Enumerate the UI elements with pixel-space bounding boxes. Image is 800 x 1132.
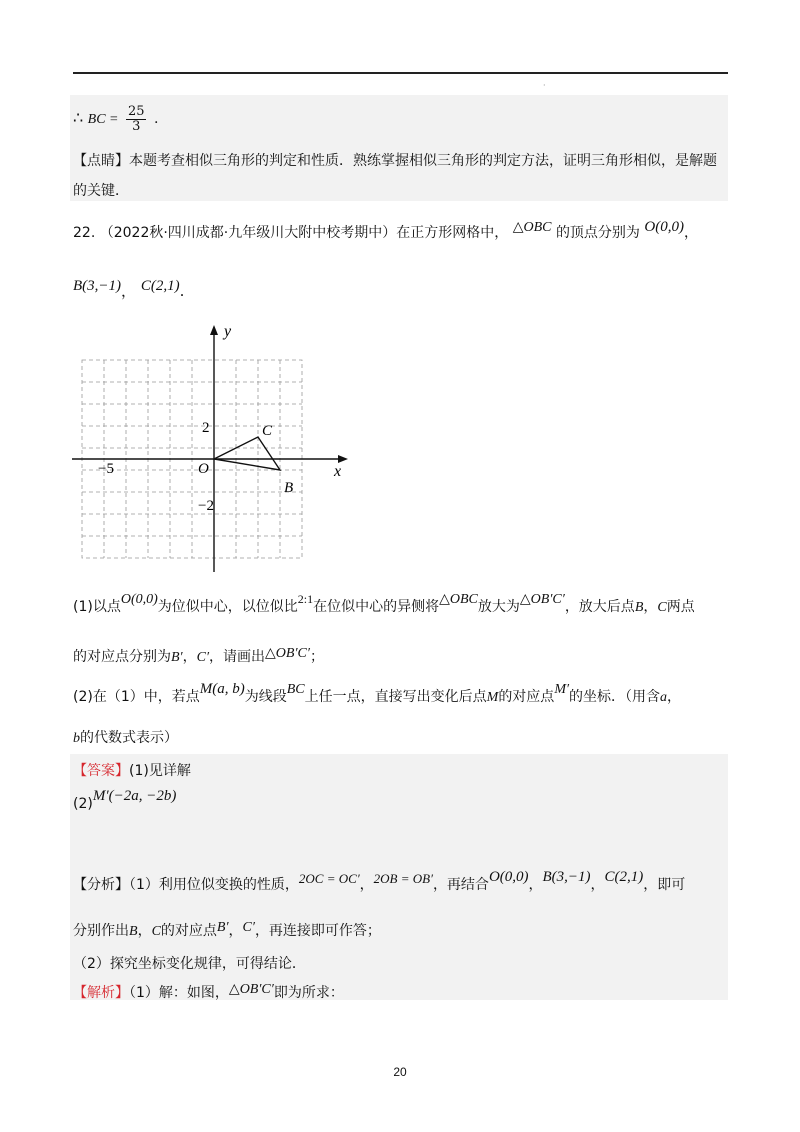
- part-2-line-2: [73, 727, 178, 747]
- part-1-text-j: ，请画出: [209, 649, 266, 665]
- part-1-text-e: ，放大后点: [564, 599, 635, 615]
- part-2-var-mprime: M′: [554, 682, 570, 697]
- comment-text-1: 本题考查相似三角形的判定和性质．熟练掌握相似三角形的判定方法，证明三角形相似，是解题: [129, 153, 717, 169]
- comment-tag: 【点睛】: [73, 153, 129, 169]
- part-1-var-cprime: C′: [196, 650, 210, 665]
- part-2-text-g: 的代数式表示）: [80, 730, 178, 746]
- part-2-line-1: [73, 681, 682, 706]
- comma: ，: [121, 282, 137, 300]
- header-mark: ·: [543, 81, 546, 90]
- analysis-eq-oc: 2OC = OC′: [298, 871, 360, 886]
- part-1-line-2: [73, 646, 324, 666]
- comment-line-2: 的关键．: [73, 183, 129, 199]
- part-1-tri3: △OB′C′: [265, 646, 310, 661]
- analysis-text-c: ，再结合: [432, 877, 489, 893]
- solution-line-1: [73, 982, 344, 1002]
- part-1-text-g: 两点: [666, 599, 695, 615]
- part-2-var-a: a: [660, 690, 668, 705]
- analysis-text-i: 的对应点: [160, 923, 217, 939]
- bc-end: .: [153, 111, 159, 127]
- analysis-eq-ob: 2OB = OB′: [373, 871, 433, 886]
- part-1-center: O(0,0): [120, 592, 158, 607]
- part-1-var-bprime: B′: [171, 650, 183, 665]
- analysis-text-k: ，再连接即可作答；: [254, 923, 381, 939]
- part-2-text-f: ，: [667, 689, 682, 705]
- point-b-label: B: [284, 480, 294, 496]
- analysis-point-c: C(2,1): [604, 869, 644, 885]
- part-2-var-b: b: [73, 731, 80, 746]
- part-1-ratio: 2:1: [297, 592, 314, 606]
- part-2-text-e: 的坐标．（用含: [569, 689, 661, 705]
- solution-tag: 【解析】: [73, 985, 129, 1001]
- answer-part-2-expr: M′(−2a, −2b): [92, 788, 177, 804]
- question-22-line-2: [73, 274, 185, 300]
- answer-line-2: [73, 788, 177, 812]
- answer-line-1: [73, 760, 191, 780]
- analysis-var-cprime: C′: [242, 920, 255, 935]
- period: .: [179, 282, 185, 300]
- part-1-text-h: 的对应点分别为: [73, 649, 171, 665]
- comment-line-1: [73, 150, 717, 170]
- tick-label-x-neg5: −5: [98, 461, 114, 477]
- bc-denominator: 3: [132, 118, 141, 134]
- part-1-var-b: B: [634, 600, 644, 615]
- solution-text-a: （1）解：如图，: [129, 985, 229, 1001]
- part-1-tri: △OBC: [439, 592, 478, 607]
- part-1-text-d: 放大为: [477, 599, 520, 615]
- page-number: 20: [393, 1065, 407, 1079]
- x-axis-arrow: [338, 455, 348, 463]
- solution-tri: △OB′C′: [228, 982, 274, 997]
- triangle-obc-shape: [214, 437, 280, 470]
- tick-label-y-2: 2: [202, 420, 210, 436]
- point-c-label: C: [262, 423, 273, 439]
- analysis-text-f: ，即可: [643, 877, 686, 893]
- y-axis-label: y: [224, 323, 232, 340]
- bc-result: [73, 101, 158, 135]
- part-2-var-m: M: [486, 690, 499, 705]
- analysis-point-b: B(3,−1): [542, 869, 591, 885]
- bc-lhs: BC =: [87, 112, 119, 127]
- header-rule: [73, 72, 728, 74]
- part-2-text-a: (2)在（1）中，若点: [73, 689, 200, 705]
- origin-label: O: [198, 461, 209, 477]
- analysis-line-1: [73, 869, 686, 894]
- part-1-text-i: ，: [182, 649, 197, 665]
- part-1-text-k: ；: [309, 649, 324, 665]
- part-2-text-c: 上任一点，直接写出变化后点: [304, 689, 487, 705]
- part-1-tri2: △OB′C′: [519, 592, 565, 607]
- part-1-line-1: [73, 592, 695, 616]
- analysis-tag: 【分析】: [73, 877, 129, 893]
- answer-part-2-prefix: (2): [73, 796, 93, 812]
- part-1-text-f: ，: [643, 599, 658, 615]
- answer-tag: 【答案】: [73, 763, 129, 779]
- triangle-obc: △OBC: [512, 220, 552, 235]
- answer-part-1: (1)见详解: [129, 763, 191, 779]
- analysis-var-bprime: B′: [216, 920, 229, 935]
- analysis-text-g: 分别作出: [73, 923, 129, 939]
- x-axis-label: x: [334, 463, 342, 480]
- part-1-text-a: (1)以点: [73, 599, 121, 615]
- analysis-text-a: （1）利用位似变换的性质，: [129, 877, 299, 893]
- part-2-point-m: M(a, b): [199, 681, 245, 697]
- analysis-text-h: ，: [137, 923, 152, 939]
- point-c: C(2,1): [140, 278, 180, 294]
- point-b: B(3,−1): [73, 278, 122, 294]
- bc-fraction: [126, 105, 147, 134]
- question-22-line-1: [73, 219, 698, 242]
- analysis-point-o: O(0,0): [488, 869, 529, 885]
- analysis-text-b: ，: [359, 877, 374, 893]
- part-2-segment-bc: BC: [286, 682, 305, 697]
- tick-label-y-neg2: −2: [198, 498, 214, 514]
- bc-numerator: 25: [127, 103, 145, 119]
- y-axis-arrow: [210, 325, 218, 335]
- analysis-text-d: ，: [528, 877, 543, 893]
- question-number: 22.: [73, 225, 96, 241]
- part-1-text-b: 为位似中心，以位似比: [157, 599, 298, 615]
- analysis-text-e: ，: [590, 877, 605, 893]
- analysis-var-b: B: [129, 924, 138, 939]
- comma: ，: [683, 225, 698, 241]
- solution-tail-block: [70, 95, 728, 201]
- part-1-text-c: 在位似中心的异侧将: [313, 599, 440, 615]
- therefore-symbol: ∴: [73, 108, 84, 127]
- analysis-line-3: （2）探究坐标变化规律，可得结论．: [73, 956, 306, 972]
- coordinate-grid-figure: [60, 320, 360, 580]
- analysis-var-c: C: [151, 924, 161, 939]
- analysis-text-j: ，: [228, 923, 243, 939]
- part-2-text-d: 的对应点: [498, 689, 555, 705]
- part-1-var-c: C: [657, 600, 667, 615]
- point-o: O(0,0): [644, 219, 684, 235]
- solution-text-b: 即为所求：: [273, 985, 344, 1001]
- question-source: （2022秋·四川成都·九年级川大附中校考期中）在正方形网格中，: [99, 225, 509, 241]
- analysis-line-2: [73, 920, 381, 940]
- part-2-text-b: 为线段: [244, 689, 287, 705]
- question-mid-text: 的顶点分别为: [555, 225, 640, 241]
